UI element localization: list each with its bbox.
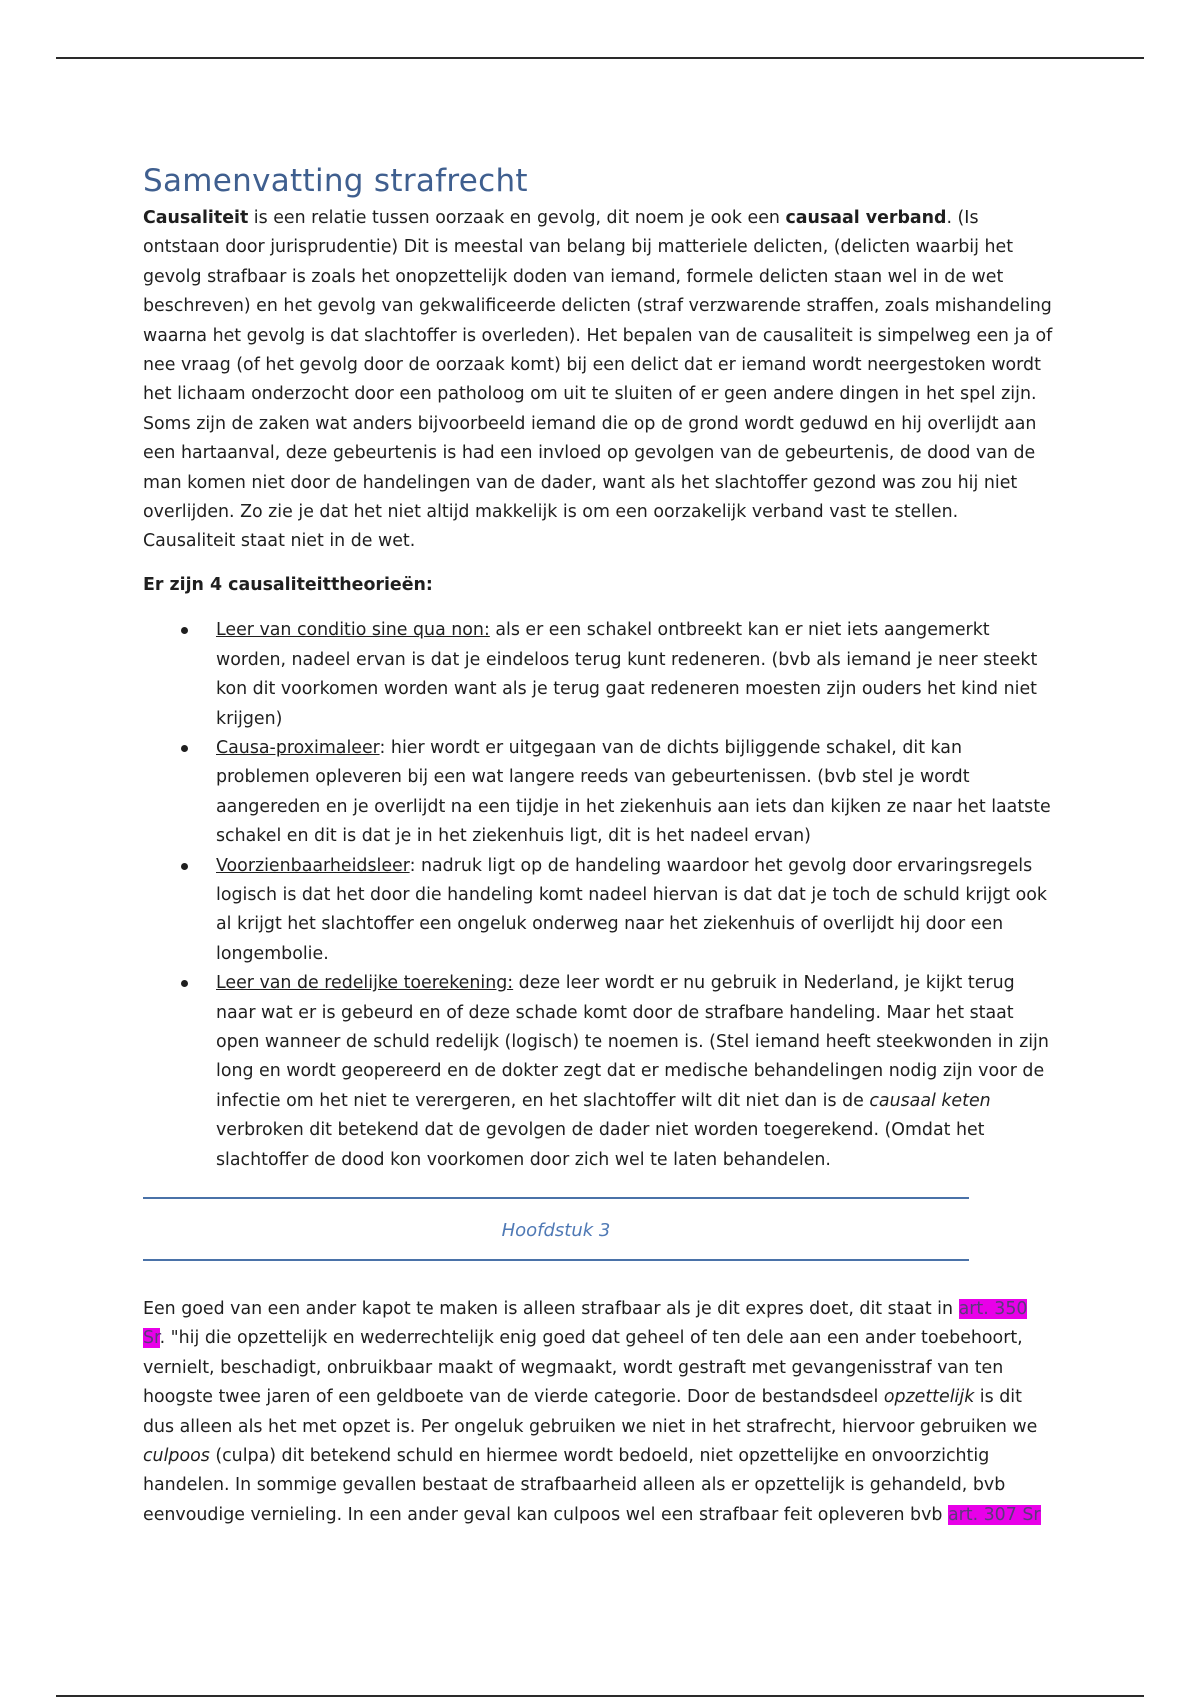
list-item: [216, 969, 1055, 1175]
chapter-heading-block: [143, 1197, 969, 1261]
list-item: [216, 852, 1055, 970]
chapter-title: Hoofdstuk 3: [501, 1220, 611, 1241]
theory-text: deze leer wordt er nu gebruik in Nederland, je kijkt terug naar wat er is gebeurd en of deze schade komt door de strafbare handeling. Maar het staat open wanneer de schuld redelijk (logisch) te noemen is. (Stel iemand heeft steekwonden in zijn long en wordt geopereerd en de dokter zegt dat er medische behandelingen nodig zijn voor de infectie om het niet te verergeren, en het slachtoffer wilt dit niet dan is de: [216, 973, 1049, 1111]
intro-text-2: . (Is ontstaan door jurisprudentie) Dit is meestal van belang bij matteriele delicten, (delicten waarbij het gevolg strafbaar is zoals het onopzettelijk doden van iemand, formele delicten staan wel in de wet beschreven) en het gevolg van gekwalificeerde delicten (straf verzwarende straffen, zoals mishandeling waarna het gevolg is dat slachtoffer is overleden). Het bepalen van de causaliteit is simpelweg een ja of nee vraag (of het gevolg door de oorzaak komt) bij een delict dat er iemand wordt neergestoken wordt het lichaam onderzocht door een patholoog om uit te sluiten of er geen andere dingen in het spel zijn. Soms zijn de zaken wat anders bijvoorbeeld iemand die op de grond wordt geduwd en hij overlijdt aan een hartaanval, deze gebeurtenis is had een invloed op gevolgen van de gebeurtenis, de dood van de man komen niet door de handelingen van de dader, want als het slachtoffer gezond was zou hij niet overlijden. Zo zie je dat het niet altijd makkelijk is om een oorzakelijk verband vast te stellen. Causaliteit staat niet in de wet.: [143, 208, 1053, 552]
chapter-text-2: . "hij die opzettelijk en wederrechtelijk enig goed dat geheel of ten dele aan een ander toebehoort, vernielt, beschadigt, onbruikbaar maakt of wegmaakt, wordt gestraft met gevangenisstraf van ten hoogste twee jaren of een geldboete van de vierde categorie. Door de bestandsdeel: [143, 1328, 1023, 1408]
chapter-paragraph: [143, 1295, 1055, 1530]
chapter-text-4: (culpa) dit betekend schuld en hiermee wordt bedoeld, niet opzettelijke en onvoorzichtig handelen. In sommige gevallen bestaat de strafbaarheid alleen als er opzettelijk is gehandeld, bvb eenvoudige vernieling. In een ander geval kan culpoos wel een strafbaar feit opleveren bvb: [143, 1446, 1006, 1525]
theory-term: Leer van conditio sine qua non:: [216, 620, 490, 641]
chapter-text-1: Een goed van een ander kapot te maken is alleen strafbaar als je dit expres doet, dit staat in: [143, 1299, 959, 1319]
theory-text: : hier wordt er uitgegaan van de dichts bijliggende schakel, dit kan problemen opleveren bij een wat langere reeds van gebeurtenissen. (bvb stel je wordt aangereden en je overlijdt na een tijdje in het ziekenhuis aan iets dan kijken ze naar het laatste schakel en dit is dat je in het ziekenhuis ligt, dit is het nadeel ervan): [216, 737, 1051, 847]
theory-text-after: verbroken dit betekend dat de gevolgen de dader niet worden toegerekend. (Omdat het slachtoffer de dood kon voorkomen door zich wel te laten behandelen.: [216, 1120, 985, 1170]
italic-opzettelijk: opzettelijk: [883, 1387, 975, 1408]
page-top-rule: [56, 57, 1144, 59]
chapter-rule-bottom: [143, 1259, 969, 1261]
document-body: [143, 160, 1055, 1530]
highlight-art-307: art. 307 Sr: [947, 1504, 1041, 1525]
page-bottom-rule: [56, 1695, 1144, 1697]
theories-list: [143, 616, 1055, 1175]
theory-term: Causa-proximaleer: [216, 737, 380, 758]
list-item: [216, 616, 1055, 734]
highlight-art-350: art. 350 Sr: [143, 1299, 1028, 1349]
italic-culpoos: culpoos: [143, 1446, 210, 1467]
theory-term: Voorzienbaarheidsleer: [216, 855, 410, 876]
theory-text: : nadruk ligt op de handeling waardoor het gevolg door ervaringsregels logisch is dat het door die handeling komt nadeel hiervan is dat dat je toch de schuld krijgt ook al krijgt het slachtoffer een ongeluk onderweg naar het ziekenhuis of overlijdt hij door een longembolie.: [216, 855, 1047, 964]
term-causaliteit: Causaliteit: [143, 208, 249, 228]
theory-italic-term: causaal keten: [869, 1090, 991, 1111]
list-item: [216, 734, 1055, 852]
intro-paragraph: [143, 204, 1055, 557]
chapter-text-3: is dit dus alleen als het met opzet is. Per ongeluk gebruiken we niet in het strafrecht, hiervoor gebruiken we: [143, 1387, 1038, 1437]
intro-text-1: is een relatie tussen oorzaak en gevolg, dit noem je ook een: [248, 208, 786, 228]
theory-term: Leer van de redelijke toerekening:: [216, 973, 514, 994]
document-title: Samenvatting strafrecht: [143, 163, 528, 199]
theory-text: als er een schakel ontbreekt kan er niet iets aangemerkt worden, nadeel ervan is dat je eindeloos terug kunt redeneren. (bvb als iemand je neer steekt kon dit voorkomen worden want als je terug gaat redeneren moesten zijn ouders het kind niet krijgen): [216, 620, 1038, 729]
term-causaal-verband: causaal verband: [785, 208, 947, 228]
theories-heading: Er zijn 4 causaliteittheorieën:: [143, 574, 433, 595]
